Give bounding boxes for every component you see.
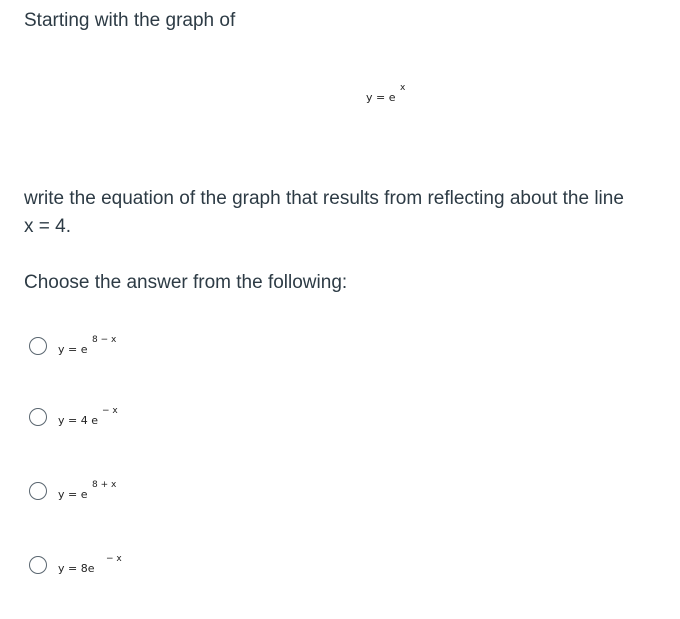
option-equation-exponent: 8 − x — [92, 335, 117, 345]
option-equation-base: y = 8e — [58, 562, 95, 575]
answer-option-1[interactable] — [24, 335, 224, 365]
answer-option-4[interactable] — [24, 554, 224, 584]
given-equation-base: y = e — [366, 91, 396, 104]
option-equation-base: y = e — [58, 488, 88, 501]
option-equation-exponent: 8 + x — [92, 480, 117, 490]
answer-option-3[interactable] — [24, 480, 224, 510]
radio-button[interactable] — [29, 408, 47, 426]
option-equation-exponent: − x — [102, 406, 118, 416]
given-equation-exponent: x — [400, 83, 406, 93]
question-intro: Starting with the graph of — [24, 10, 236, 31]
option-equation-base: y = e — [58, 343, 88, 356]
option-equation-exponent: − x — [106, 554, 122, 564]
radio-button[interactable] — [29, 482, 47, 500]
radio-button[interactable] — [29, 337, 47, 355]
answer-option-2[interactable] — [24, 406, 224, 436]
radio-button[interactable] — [29, 556, 47, 574]
reflection-line: x = 4. — [24, 216, 71, 237]
question-instruction: write the equation of the graph that results from reflecting about the line — [24, 188, 624, 209]
choose-prompt: Choose the answer from the following: — [24, 272, 348, 293]
option-equation-base: y = 4 e — [58, 414, 98, 427]
